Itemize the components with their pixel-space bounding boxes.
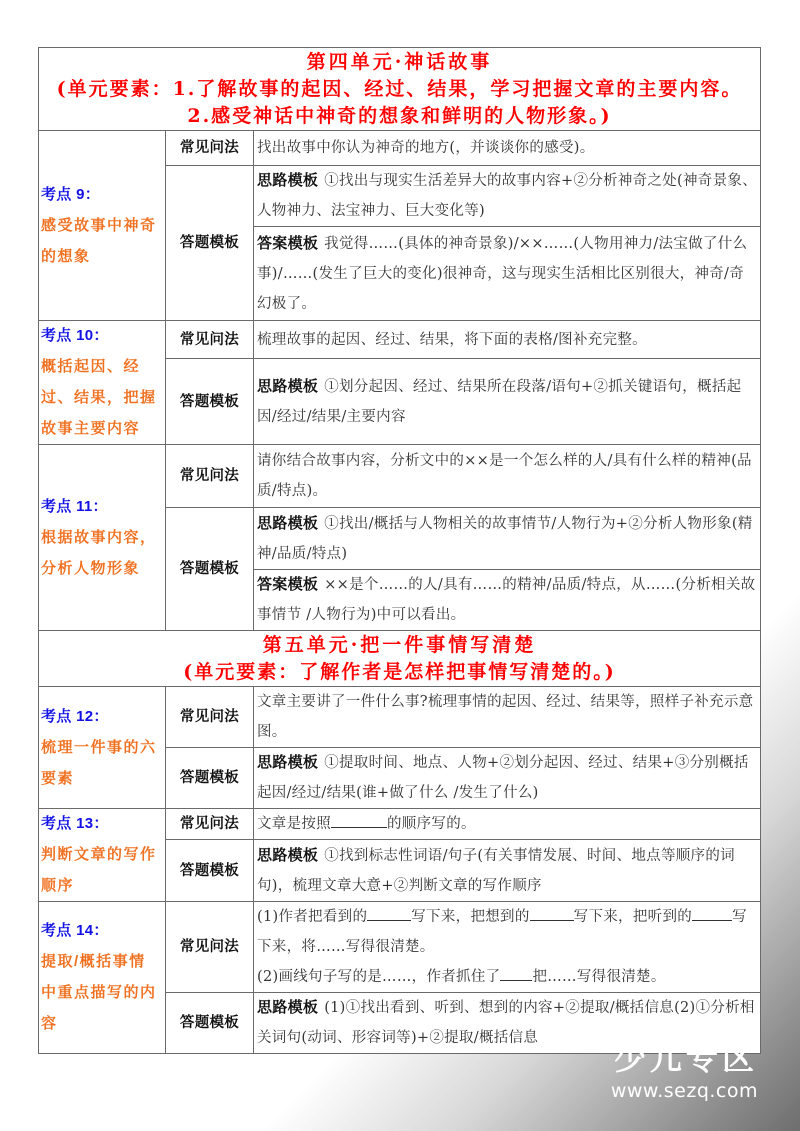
common-question-text [254, 902, 761, 993]
point-12-cell [39, 687, 166, 809]
answer-template-label: 答题模板 [166, 166, 254, 321]
unit-title: 第五单元·把一件事情写清楚 [262, 633, 537, 656]
question-part: (1)作者把看到的 [257, 909, 368, 925]
unit-requirement: (单元要素：了解作者是怎样把事情写清楚的。) [183, 660, 616, 683]
watermark [611, 1038, 758, 1104]
common-question-text: 请你结合故事内容，分析文中的××是一个怎么样的人/具有什么样的精神(品质/特点)。 [254, 445, 761, 508]
fill-blank [530, 906, 574, 921]
thinking-template-label: 思路模板 [257, 172, 319, 189]
watermark-logo: 少儿专区 [613, 1039, 758, 1077]
fill-blank [331, 813, 387, 828]
thinking-template [254, 359, 761, 445]
point-number: 考点 14： [41, 922, 109, 939]
point-description: 根据故事内容，分析人物形象 [41, 528, 157, 577]
answer-model-label: 答案模板 [257, 234, 319, 252]
answer-template-label: 答题模板 [166, 840, 254, 902]
point-number: 考点 10： [41, 327, 109, 344]
answer-model [254, 227, 761, 321]
point-description: 判断文章的写作顺序 [41, 846, 157, 894]
point-10-cell [39, 321, 166, 445]
answer-template-label: 答题模板 [166, 508, 254, 631]
common-question-text: 梳理故事的起因、经过、结果，将下面的表格/图补充完整。 [254, 321, 761, 359]
thinking-template [254, 840, 761, 902]
common-question-label: 常见问法 [166, 321, 254, 359]
thinking-template-label: 思路模板 [257, 999, 319, 1016]
point-description: 感受故事中神奇的想象 [41, 216, 157, 265]
question-line-1 [257, 902, 757, 962]
common-question-text: 文章主要讲了一件什么事?梳理事情的起因、经过、结果等，照样子补充示意图。 [254, 687, 761, 748]
question-line-2 [257, 962, 757, 992]
thinking-template-text: ①找出/概括与人物相关的故事情节/人物行为+②分析人物形象(精神/品质/特点) [257, 515, 753, 562]
unit-requirement: 2.感受神话中神奇的想象和鲜明的人物形象。) [187, 104, 612, 127]
thinking-template-text: ①划分起因、经过、结果所在段落/语句+②抓关键语句，概括起因/经过/结果/主要内容 [257, 378, 742, 425]
point-number: 考点 11： [41, 497, 108, 515]
answer-model-text: 我觉得……(具体的神奇景象)/××……(人物用神力/法宝做了什么事)/……(发生了巨大的变化)很神奇，这与现实生活相比区别很大，神奇/奇幻极了。 [257, 235, 748, 312]
thinking-template-text: ①提取时间、地点、人物+②划分起因、经过、结果+③分别概括起因/经过/结果(谁+做了什么 /发生了什么) [257, 755, 749, 801]
common-question-label: 常见问法 [166, 902, 254, 993]
question-part: 写下来，把听到的 [573, 909, 693, 925]
common-question-label: 常见问法 [166, 445, 254, 508]
thinking-template-text: ①找到标志性词语/句子(有关事情发展、时间、地点等顺序的词句)，梳理文章大意+②判断文章的写作顺序 [257, 847, 735, 894]
common-question-label: 常见问法 [166, 131, 254, 166]
question-part: 写下来，将……写得很清楚。 [257, 909, 747, 955]
point-description: 概括起因、经过、结果，把握故事主要内容 [41, 358, 157, 437]
answer-model [254, 570, 761, 631]
thinking-template-label: 思路模板 [257, 846, 319, 864]
thinking-template [254, 166, 761, 227]
point-13-cell [39, 809, 166, 902]
answer-template-label: 答题模板 [166, 993, 254, 1054]
point-description: 提取/概括事情中重点描写的内容 [41, 953, 157, 1032]
common-question-text: 找出故事中你认为神奇的地方(，并谈谈你的感受)。 [254, 131, 761, 166]
point-description: 梳理一件事的六要素 [41, 738, 157, 787]
answer-model-label: 答案模板 [257, 576, 319, 593]
thinking-template-label: 思路模板 [257, 514, 319, 532]
fill-blank [367, 906, 411, 921]
question-part: 把……写得很清楚。 [532, 969, 666, 985]
unit-title: 第四单元·神话故事 [306, 50, 493, 73]
unit-requirement: (单元要素：1.了解故事的起因、经过、结果，学习把握文章的主要内容。 [56, 77, 743, 100]
common-question-label: 常见问法 [166, 809, 254, 840]
thinking-template-label: 思路模板 [257, 377, 319, 395]
point-11-cell [39, 445, 166, 631]
common-question-text [254, 809, 761, 840]
unit-5-header [39, 631, 761, 687]
answer-template-label: 答题模板 [166, 748, 254, 809]
question-part: 写下来，把想到的 [411, 909, 530, 925]
question-part: (2)画线句子写的是……，作者抓住了 [257, 969, 501, 985]
thinking-template [254, 748, 761, 809]
thinking-template-label: 思路模板 [257, 754, 319, 771]
point-number: 考点 12： [41, 707, 109, 725]
question-part: 文章是按照 [257, 816, 331, 833]
point-14-cell [39, 902, 166, 1054]
common-question-label: 常见问法 [166, 687, 254, 748]
fill-blank [692, 906, 732, 921]
answer-template-label: 答题模板 [166, 359, 254, 445]
unit-4-header [39, 48, 761, 131]
question-part: 的顺序写的。 [387, 816, 476, 833]
fill-blank [500, 966, 532, 981]
study-table [38, 47, 761, 1054]
thinking-template [254, 508, 761, 570]
thinking-template-text: ①找出与现实生活差异大的故事内容+②分析神奇之处(神奇景象、人物神力、法宝神力、巨大变化等) [257, 173, 758, 219]
answer-model-text: ××是个……的人/具有……的精神/品质/特点，从……(分析相关故事情节 /人物行为)中可以看出。 [257, 577, 756, 623]
point-9-cell [39, 131, 166, 321]
thinking-template-text: (1)①找出看到、听到、想到的内容+②提取/概括信息(2)①分析相关词句(动词、形容词等)+②提取/概括信息 [257, 1000, 755, 1046]
watermark-url: www.sezq.com [610, 1080, 758, 1102]
point-number: 考点 9： [41, 185, 101, 203]
point-number: 考点 13： [41, 815, 109, 832]
